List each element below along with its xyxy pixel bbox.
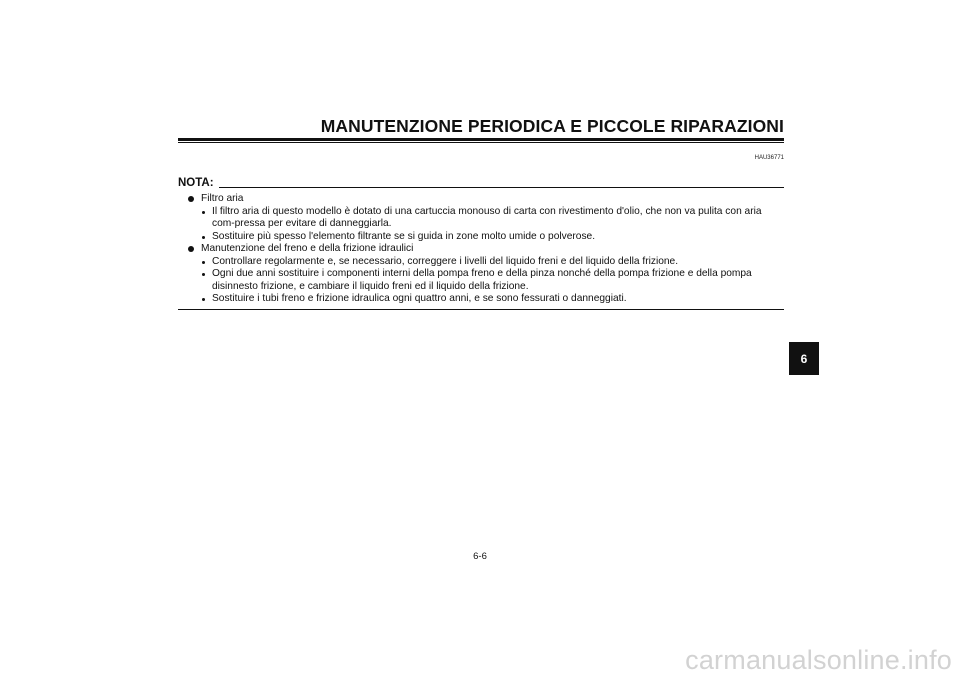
note-topic: [186, 193, 784, 206]
topic-title: Filtro aria: [201, 193, 244, 204]
bullet-dot-icon: [202, 236, 205, 239]
list-item: [201, 293, 784, 306]
note-topic: [186, 243, 784, 256]
list-item-text: Ogni due anni sostituire i componenti interni della pompa freno e della pinza nonché della pompa frizione e della pompa disinnesto frizione, e cambiare il liquido freni ed il liquido della frizione.: [212, 268, 752, 292]
bullet-dot-icon: [202, 298, 205, 301]
chapter-tab: 6: [789, 342, 819, 375]
list-item-text: Sostituire i tubi freno e frizione idraulica ogni quattro anni, e se sono fessurati o danneggiati.: [212, 293, 627, 304]
list-item: [201, 231, 784, 244]
page-header: [178, 116, 784, 143]
note-body: [186, 193, 784, 306]
round-bullet-icon: [188, 196, 194, 202]
note-label: NOTA:: [178, 177, 214, 189]
header-rule: [178, 138, 784, 141]
bullet-dot-icon: [202, 211, 205, 214]
note-bottom-rule: [178, 309, 784, 310]
bullet-dot-icon: [202, 273, 205, 276]
list-item: [201, 206, 784, 231]
round-bullet-icon: [188, 246, 194, 252]
page-title: MANUTENZIONE PERIODICA E PICCOLE RIPARAZIONI: [320, 116, 784, 136]
bullet-dot-icon: [202, 261, 205, 264]
note-header: [178, 177, 784, 190]
reference-code: HAU36771: [754, 155, 784, 161]
watermark: carmanualsonline.info: [685, 645, 952, 675]
header-rule-thin: [178, 142, 784, 143]
list-item: [201, 256, 784, 269]
list-item-text: Sostituire più spesso l'elemento filtrante se si guida in zone molto umide o polverose.: [212, 230, 596, 242]
list-item: [201, 268, 784, 293]
note-header-line: [219, 187, 784, 188]
topic-title: Manutenzione del freno e della frizione idraulici: [201, 243, 414, 254]
list-item-text: Controllare regolarmente e, se necessario, correggere i livelli del liquido freni e del liquido della frizione.: [212, 255, 679, 267]
list-item-text: Il filtro aria di questo modello è dotato di una cartuccia monouso di carta con rivestimento d'olio, che non va pulita con aria com-pressa per evitare di danneggiarla.: [212, 205, 762, 229]
page-number: 6-6: [473, 551, 487, 562]
